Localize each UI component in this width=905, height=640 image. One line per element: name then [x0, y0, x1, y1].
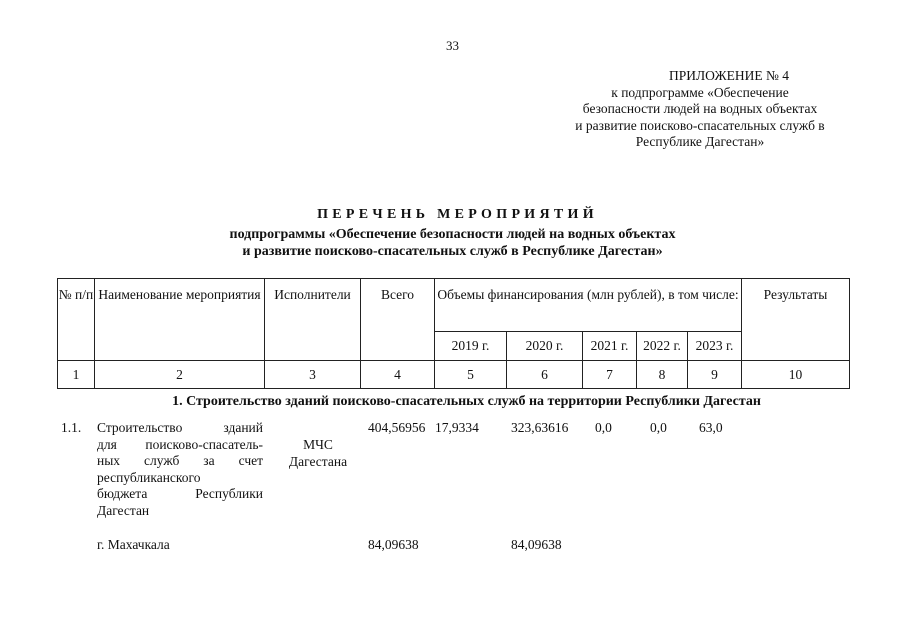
- row-name-line: Строительство зданий: [97, 420, 263, 435]
- header-year: 2020 г.: [507, 332, 583, 361]
- page-number: 33: [446, 38, 459, 53]
- row-2019: 17,9334: [435, 420, 479, 435]
- row-total: 84,09638: [368, 537, 419, 552]
- column-number-row: [58, 361, 850, 389]
- row-2020: 84,09638: [511, 537, 562, 552]
- column-number: 10: [742, 361, 850, 389]
- subheading-line: и развитие поисково-спасательных служб в Республике Дагестан»: [242, 244, 663, 259]
- section-title: 1. Строительство зданий поисково-спасательных служб на территории Республики Дагестан: [172, 394, 761, 409]
- measures-table: [57, 278, 850, 389]
- row-2022: 0,0: [650, 420, 667, 435]
- column-number: 9: [688, 361, 742, 389]
- row-name: г. Махачкала: [97, 537, 170, 552]
- column-number: 5: [435, 361, 507, 389]
- table-header-row: [58, 279, 850, 332]
- row-name-line: бюджета Республики: [97, 486, 263, 501]
- column-number: 4: [361, 361, 435, 389]
- appendix-block: [540, 68, 860, 151]
- document-heading: ПЕРЕЧЕНЬ МЕРОПРИЯТИЙ: [317, 207, 598, 222]
- header-year: 2021 г.: [583, 332, 637, 361]
- row-executor: [278, 437, 358, 470]
- row-name-line: ных служб за счет: [97, 453, 263, 468]
- document-subheading: [0, 226, 905, 260]
- row-2023: 63,0: [699, 420, 723, 435]
- row-name-line: республиканского: [97, 469, 201, 485]
- appendix-line: и развитие поисково-спасательных служб в: [575, 117, 825, 133]
- row-number: 1.1.: [61, 420, 82, 435]
- header-executors: Исполнители: [265, 279, 361, 361]
- header-no: № п/п: [58, 279, 95, 361]
- column-number: 6: [507, 361, 583, 389]
- appendix-line: Республике Дагестан»: [635, 134, 765, 149]
- column-number: 8: [637, 361, 688, 389]
- row-total: 404,56956: [368, 420, 426, 435]
- header-total: Всего: [361, 279, 435, 361]
- row-name-line: Дагестан: [97, 502, 150, 518]
- header-year: 2023 г.: [688, 332, 742, 361]
- header-funding: Объемы финансирования (млн рублей), в том числе:: [435, 279, 742, 332]
- row-2020: 323,63616: [511, 420, 569, 435]
- column-number: 7: [583, 361, 637, 389]
- row-name: [97, 420, 263, 519]
- column-number: 3: [265, 361, 361, 389]
- appendix-line: безопасности людей на водных объектах: [582, 101, 818, 116]
- header-year: 2022 г.: [637, 332, 688, 361]
- row-executor-line: Дагестана: [288, 453, 348, 469]
- appendix-line: к подпрограмме «Обеспечение: [611, 84, 789, 100]
- header-year: 2019 г.: [435, 332, 507, 361]
- header-results: Результаты: [742, 279, 850, 361]
- row-name-line: для поисково-спасатель-: [97, 436, 263, 452]
- column-number: 1: [58, 361, 95, 389]
- row-executor-line: МЧС: [303, 437, 333, 452]
- row-2021: 0,0: [595, 420, 612, 435]
- subheading-line: подпрограммы «Обеспечение безопасности людей на водных объектах: [229, 227, 676, 242]
- column-number: 2: [95, 361, 265, 389]
- header-name: Наименование мероприятия: [95, 279, 265, 361]
- appendix-title: ПРИЛОЖЕНИЕ № 4: [668, 68, 790, 83]
